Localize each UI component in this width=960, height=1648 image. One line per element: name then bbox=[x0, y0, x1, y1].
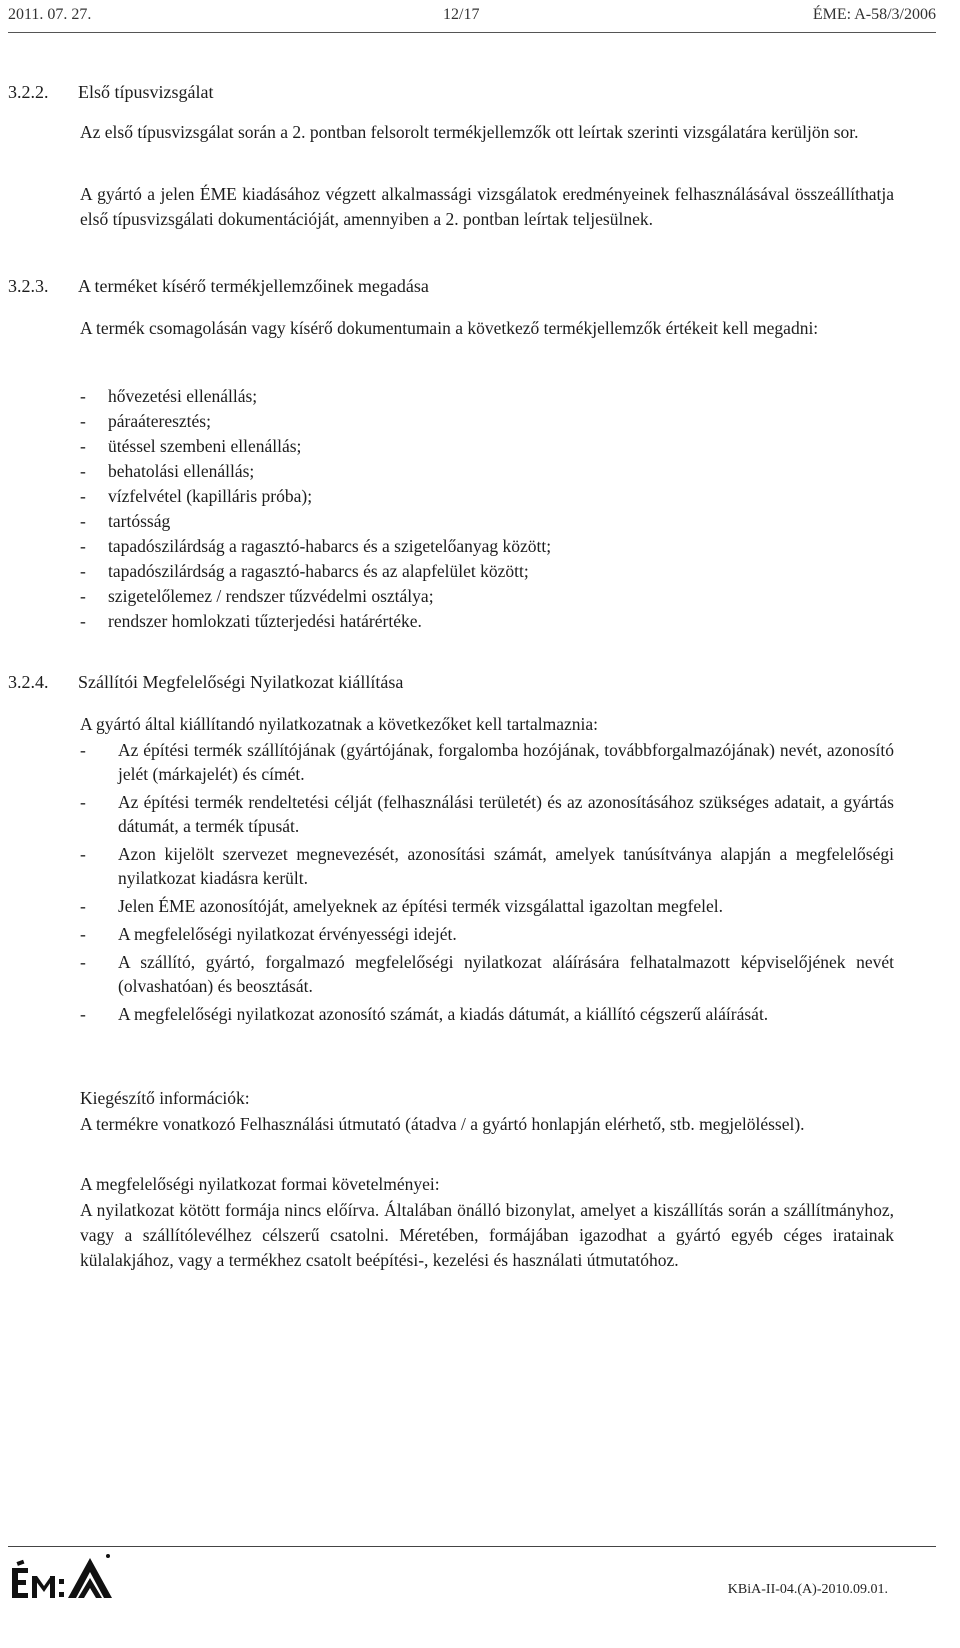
section-3-2-3-number: 3.2.3. bbox=[8, 276, 49, 296]
header-divider bbox=[8, 32, 936, 33]
list-item: - Az építési termék rendeltetési célját (felhasználási területét) és az azonosításához szükséges adatait, a gyártás dátumát, a termék típusát. bbox=[80, 792, 894, 836]
list-item: - tartósság bbox=[80, 509, 900, 534]
list-item: - tapadószilárdság a ragasztó-habarcs és a szigetelőanyag között; bbox=[80, 534, 900, 559]
dash-marker: - bbox=[80, 561, 86, 581]
list-item: - páraáteresztés; bbox=[80, 409, 900, 434]
section-3-2-2-number: 3.2.2. bbox=[8, 82, 49, 102]
dash-marker: - bbox=[80, 792, 86, 812]
list-item: - hővezetési ellenállás; bbox=[80, 384, 900, 409]
dash-marker: - bbox=[80, 486, 86, 506]
header-date: 2011. 07. 27. bbox=[8, 6, 92, 23]
list-item: - Azon kijelölt szervezet megnevezését, azonosítási számát, amelyek tanúsítványa alapján a megfelelőségi nyilatkozat kiadásra került. bbox=[80, 844, 894, 888]
header-reference: ÉME: A-58/3/2006 bbox=[812, 6, 936, 23]
dash-marker: - bbox=[80, 586, 86, 606]
eme-logo-icon bbox=[10, 1552, 120, 1608]
dash-marker: - bbox=[80, 386, 86, 406]
section-3-2-2-title: Első típusvizsgálat bbox=[78, 82, 214, 102]
formal-requirements-heading: A megfelelőségi nyilatkozat formai követelményei: bbox=[80, 1174, 440, 1194]
dash-marker: - bbox=[80, 844, 86, 864]
section-3-2-4-number: 3.2.4. bbox=[8, 672, 49, 692]
section-3-2-3-intro: A termék csomagolásán vagy kísérő dokumentumain a következő termékjellemzők értékeit kell megadni: bbox=[80, 318, 819, 338]
dash-marker: - bbox=[80, 611, 86, 631]
footer-document-code: KBiA-II-04.(A)-2010.09.01. bbox=[727, 1582, 888, 1597]
section-3-2-3-title: A terméket kísérő termékjellemzőinek megadása bbox=[78, 276, 429, 296]
dash-marker: - bbox=[80, 924, 86, 944]
list-item: - vízfelvétel (kapilláris próba); bbox=[80, 484, 900, 509]
dash-marker: - bbox=[80, 411, 86, 431]
supplementary-info-paragraph: A termékre vonatkozó Felhasználási útmutató (átadva / a gyártó honlapján elérhető, stb. megjelöléssel). bbox=[80, 1114, 805, 1134]
list-item: - A szállító, gyártó, forgalmazó megfelelőségi nyilatkozat aláírására felhatalmazott képviselőjének nevét (olvashatóan) és beosztását. bbox=[80, 952, 894, 996]
dash-marker: - bbox=[80, 1004, 86, 1024]
product-characteristics-list bbox=[80, 384, 900, 634]
supplementary-info-heading: Kiegészítő információk: bbox=[80, 1088, 250, 1108]
dash-marker: - bbox=[80, 896, 86, 916]
list-item: - ütéssel szembeni ellenállás; bbox=[80, 434, 900, 459]
formal-requirements-paragraph: A nyilatkozat kötött formája nincs előírva. Általában önálló bizonylat, amelyet a kiszállítás során a szállítmányhoz, vagy a szállítólevélhez célszerű csatolni. Méretében, formájában igazodhat a gyártó egyéb céges iratainak külalakjához, vagy a termékhez csatolt beépítési-, kezelési és használati útmutatóhoz. bbox=[80, 1200, 894, 1270]
dash-marker: - bbox=[80, 740, 86, 760]
list-item: - rendszer homlokzati tűzterjedési határértéke. bbox=[80, 609, 900, 634]
dash-marker: - bbox=[80, 511, 86, 531]
dash-marker: - bbox=[80, 436, 86, 456]
dash-marker: - bbox=[80, 536, 86, 556]
list-item: - szigetelőlemez / rendszer tűzvédelmi osztálya; bbox=[80, 584, 900, 609]
list-item: - tapadószilárdság a ragasztó-habarcs és az alapfelület között; bbox=[80, 559, 900, 584]
list-item: - behatolási ellenállás; bbox=[80, 459, 900, 484]
header-page-number: 12/17 bbox=[443, 6, 480, 23]
dash-marker: - bbox=[80, 461, 86, 481]
section-3-2-4-intro: A gyártó által kiállítandó nyilatkozatnak a következőket kell tartalmaznia: bbox=[80, 714, 599, 734]
dash-marker: - bbox=[80, 952, 86, 972]
section-3-2-4-title: Szállítói Megfelelőségi Nyilatkozat kiállítása bbox=[78, 672, 404, 692]
page-header bbox=[8, 6, 936, 32]
list-item: - Jelen ÉME azonosítóját, amelyeknek az építési termék vizsgálattal igazoltan megfelel. bbox=[80, 896, 723, 916]
footer-divider bbox=[8, 1546, 936, 1547]
section-3-2-2-paragraph-1: Az első típusvizsgálat során a 2. pontban felsorolt termékjellemzők ott leírtak szerinti vizsgálatára kerüljön sor. bbox=[80, 122, 859, 142]
section-3-2-2-paragraph-2: A gyártó a jelen ÉME kiadásához végzett alkalmassági vizsgálatok eredményeinek felhasználásával összeállíthatja első típusvizsgálati dokumentációját, amennyiben a 2. pontban leírtak teljesülnek. bbox=[80, 184, 894, 229]
list-item: - A megfelelőségi nyilatkozat azonosító számát, a kiadás dátumát, a kiállító cégszerű aláírását. bbox=[80, 1004, 769, 1024]
list-item: - A megfelelőségi nyilatkozat érvényességi idejét. bbox=[80, 924, 457, 944]
list-item: - Az építési termék szállítójának (gyártójának, forgalomba hozójának, továbbforgalmazójának) nevét, azonosító jelét (márkajelét) és címét. bbox=[80, 740, 894, 784]
declaration-requirements-list bbox=[80, 738, 894, 1030]
